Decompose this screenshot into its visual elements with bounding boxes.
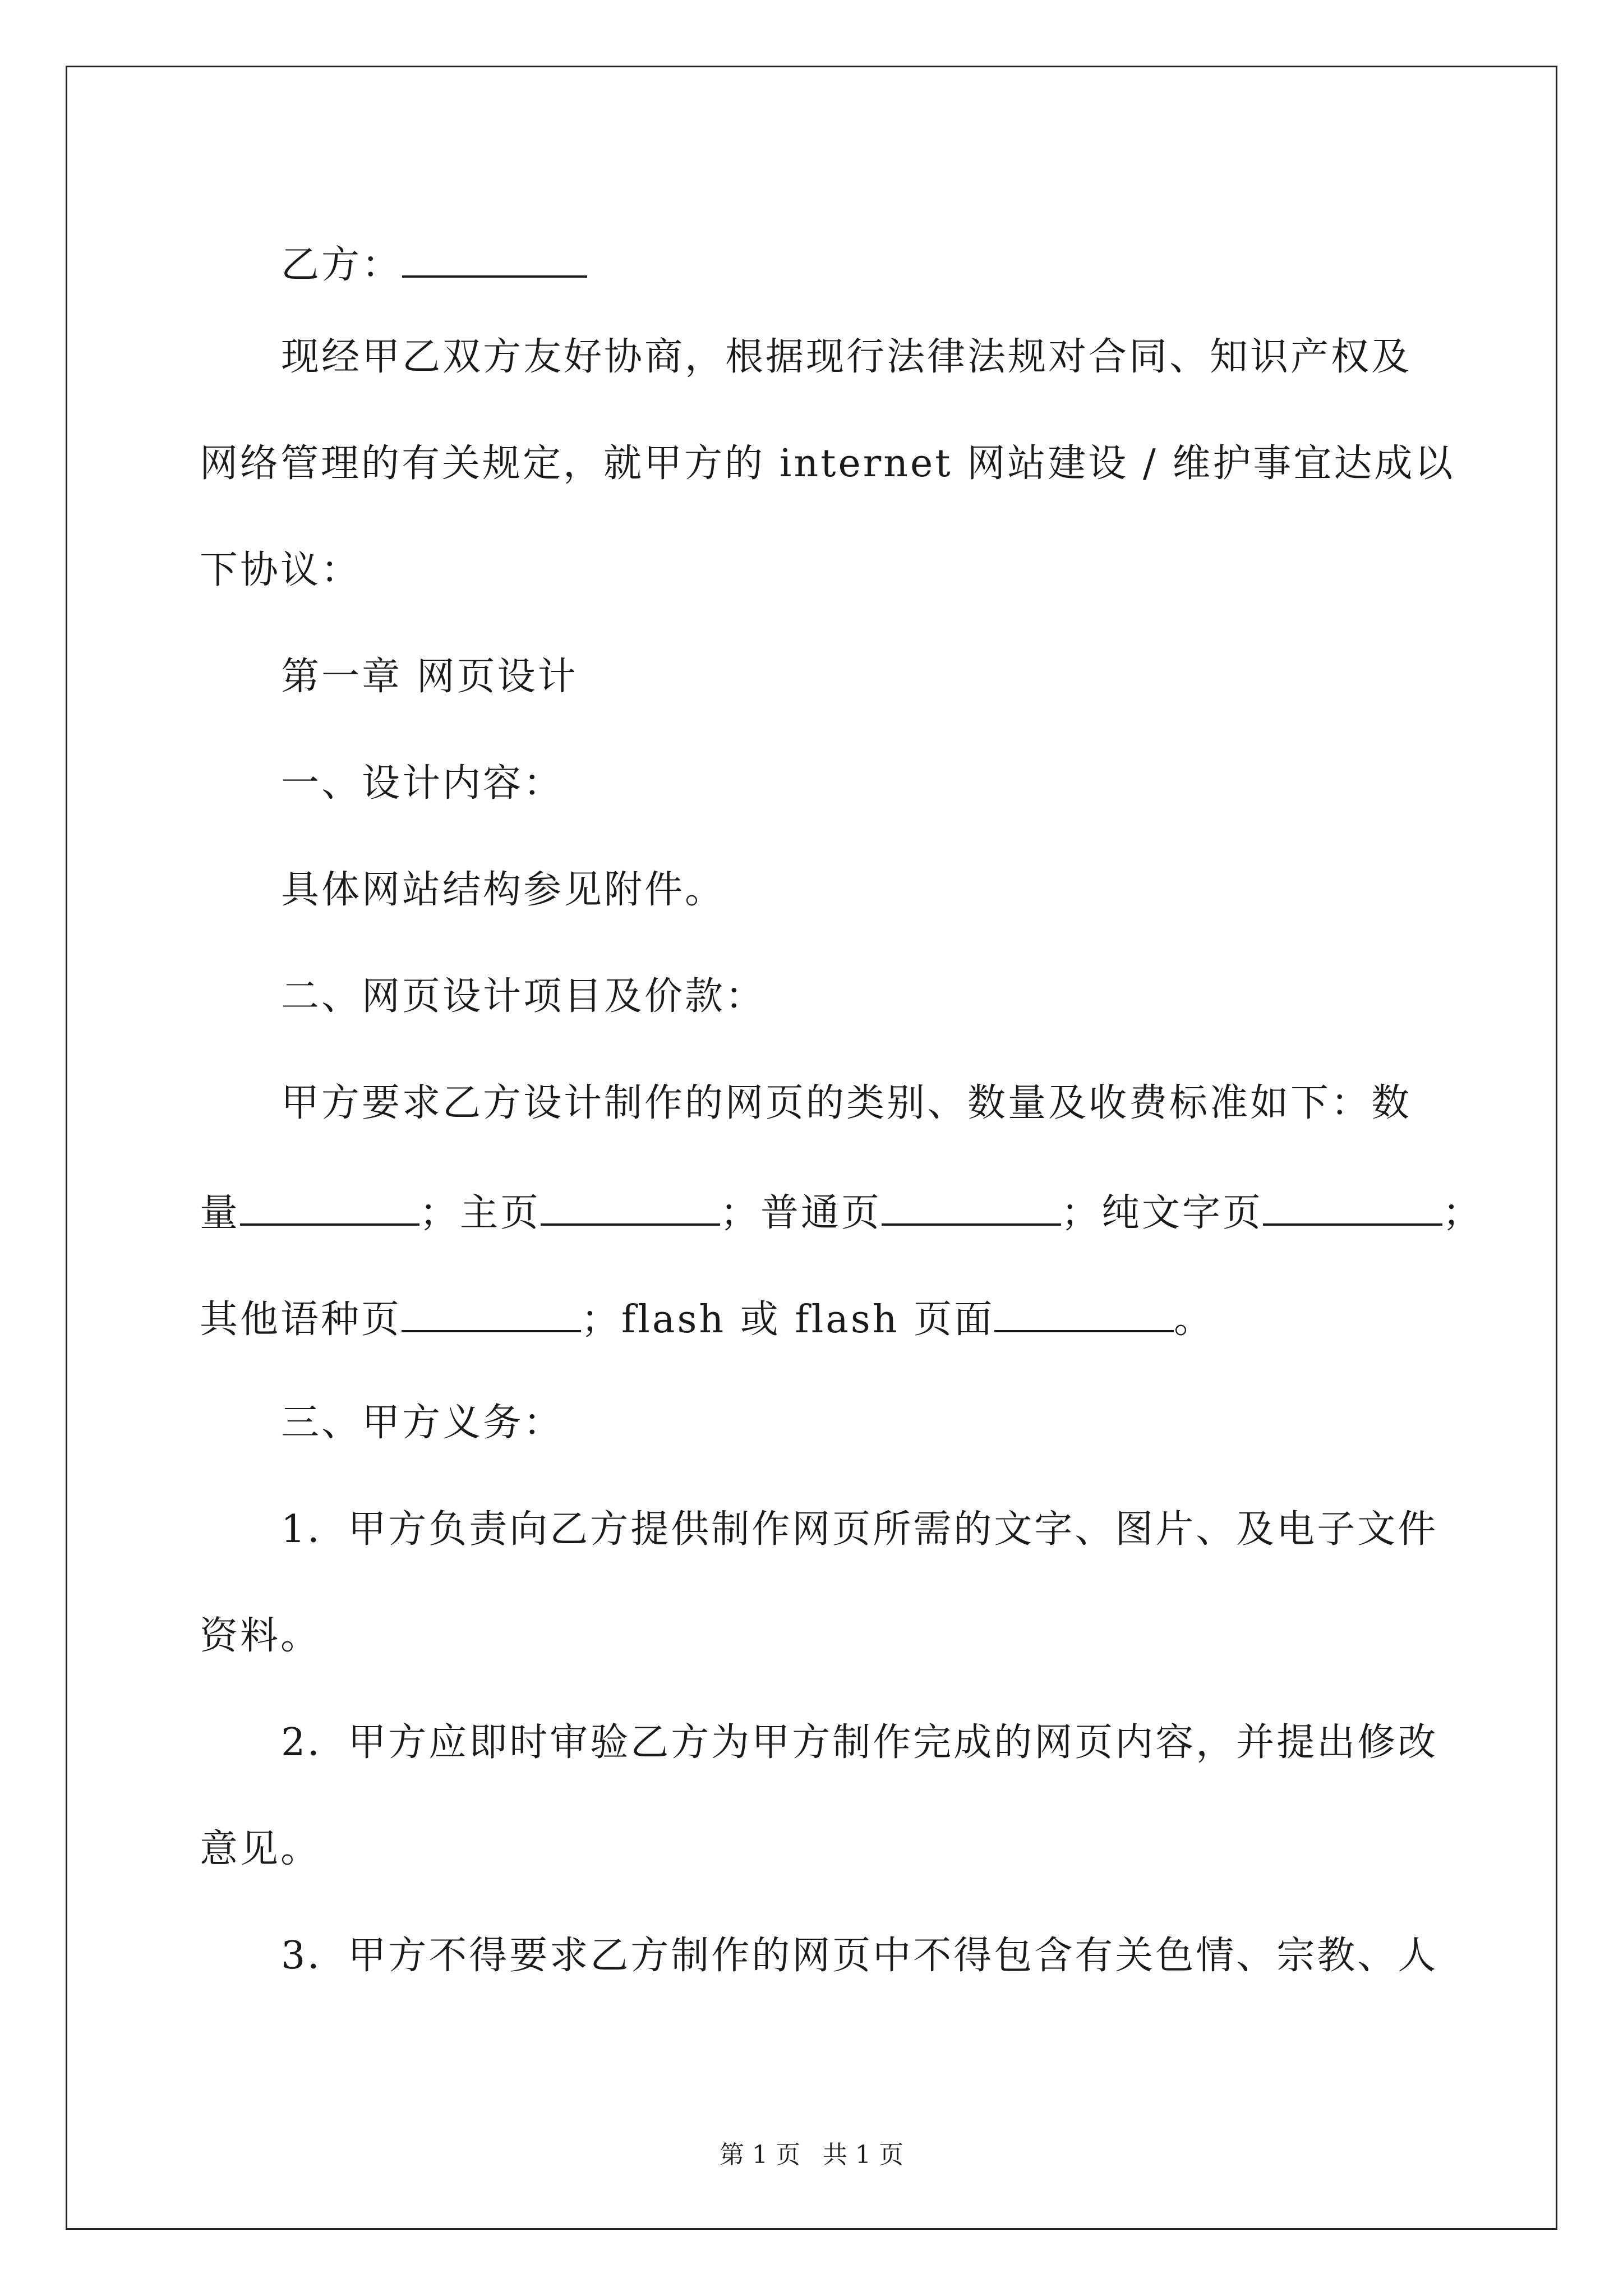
section-1-heading: 一、设计内容： [281,761,564,806]
text-page-label: ；纯文字页 [1061,1191,1264,1235]
item-2-line-1: 2．甲方应即时审验乙方为甲方制作完成的网页内容，并提出修改 [281,1720,1438,1765]
page-number: 第 1 页 [720,2141,800,2169]
other-lang-blank [402,1297,581,1332]
text-page-blank [1263,1191,1442,1226]
page-footer [0,2134,1623,2170]
page-total: 共 1 页 [823,2141,903,2169]
intro-line-3: 下协议： [200,548,362,592]
chapter-heading: 第一章 网页设计 [281,655,578,699]
quantity-blank [240,1191,419,1226]
pricing-line-2 [200,1297,1215,1342]
flash-label: ；flash 或 flash 页面 [581,1297,995,1342]
section-2-heading: 二、网页设计项目及价款： [281,974,766,1019]
pricing-line-1 [200,1191,1483,1235]
quantity-label: 量 [200,1191,241,1235]
section-1-text: 具体网站结构参见附件。 [281,868,726,912]
flash-blank [994,1297,1174,1332]
normal-page-label: ；普通页 [720,1191,882,1235]
item-1-line-1: 1．甲方负责向乙方提供制作网页所需的文字、图片、及电子文件 [281,1507,1438,1552]
item-3-line-1: 3．甲方不得要求乙方制作的网页中不得包含有关色情、宗教、人 [281,1934,1438,1978]
pricing-sep: ； [1442,1191,1483,1235]
homepage-blank [541,1191,720,1226]
party-b-label: 乙方： [281,243,403,287]
section-3-heading: 三、甲方义务： [281,1401,564,1445]
page-border [66,66,1557,2230]
item-1-line-2: 资料。 [200,1614,321,1658]
intro-line-1: 现经甲乙双方友好协商，根据现行法律法规对合同、知识产权及 [281,335,1412,379]
party-b-line [281,243,587,287]
intro-line-2: 网络管理的有关规定，就甲方的 internet 网站建设 / 维护事宜达成以 [200,441,1455,486]
item-2-line-2: 意见。 [200,1827,321,1871]
party-b-blank [402,243,587,278]
section-2-line-1: 甲方要求乙方设计制作的网页的类别、数量及收费标准如下：数 [281,1081,1412,1125]
pricing-end: 。 [1174,1297,1215,1342]
other-lang-label: 其他语种页 [200,1297,402,1342]
homepage-label: ；主页 [419,1191,541,1235]
normal-page-blank [882,1191,1061,1226]
